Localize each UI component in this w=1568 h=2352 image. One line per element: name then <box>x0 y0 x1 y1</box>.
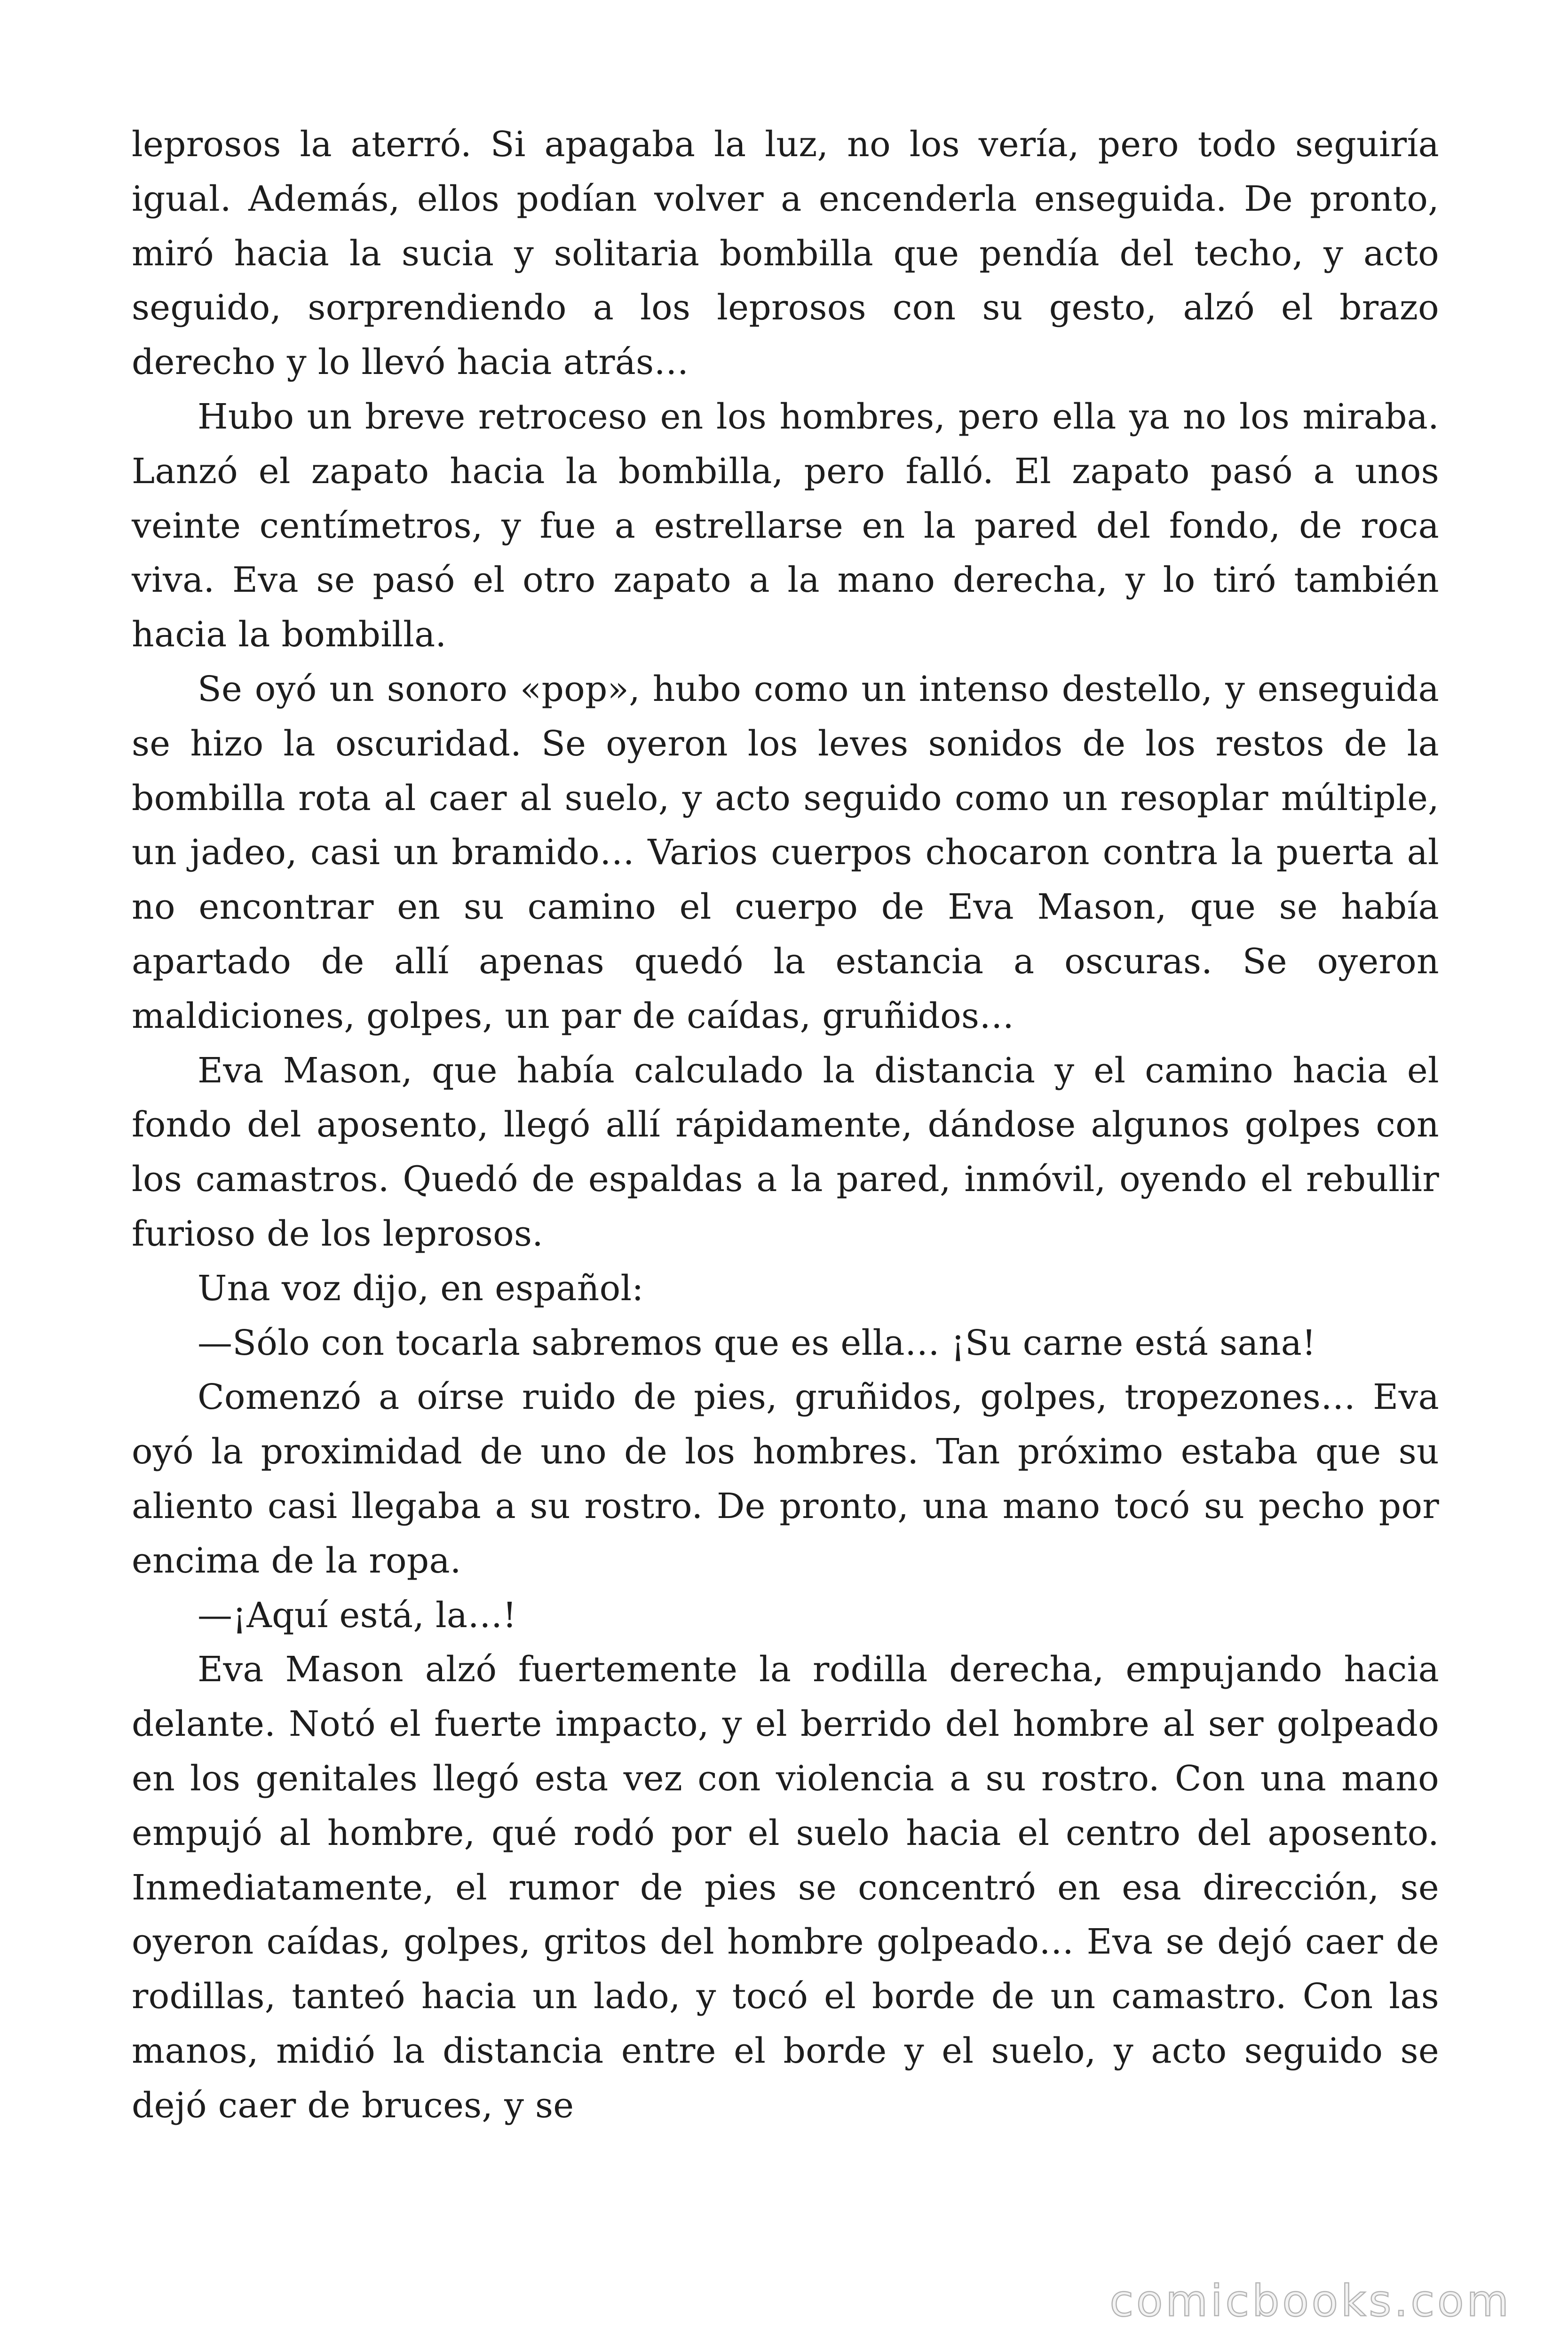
paragraph-3: Se oyó un sonoro «pop», hubo como un intenso destello, y enseguida se hizo la oscuridad. Se oyeron los leves sonidos de los restos de la bombilla rota al caer al suelo, y acto seguido como un resoplar múltiple, un jadeo, casi un bramido… Varios cuerpos chocaron contra la puerta al no encontrar en su camino el cuerpo de Eva Mason, que se había apartado de allí apenas quedó la estancia a oscuras. Se oyeron maldiciones, golpes, un par de caídas, gruñidos… <box>132 668 1439 1036</box>
paragraph-8: —¡Aquí está, la…! <box>198 1595 517 1636</box>
paragraph-9: Eva Mason alzó fuertemente la rodilla derecha, empujando hacia delante. Notó el fuerte impacto, y el berrido del hombre al ser golpeado en los genitales llegó esta vez con violencia a su rostro. Con una mano empujó al hombre, qué rodó por el suelo hacia el centro del aposento. Inmediatamente, el rumor de pies se concentró en esa dirección, se oyeron caídas, golpes, gritos del hombre golpeado… Eva se dejó caer de rodillas, tanteó hacia un lado, y tocó el borde de un camastro. Con las manos, midió la distancia entre el borde y el suelo, y acto seguido se dejó caer de bruces, y se <box>132 1649 1439 2126</box>
paragraph-6: —Sólo con tocarla sabremos que es ella… ¡Su carne está sana! <box>198 1322 1316 1363</box>
paragraph-5: Una voz dijo, en español: <box>198 1268 644 1309</box>
paragraph-2: Hubo un breve retroceso en los hombres, pero ella ya no los miraba. Lanzó el zapato hacia la bombilla, pero falló. El zapato pasó a unos veinte centímetros, y fue a estrellarse en la pared del fondo, de roca viva. Eva se pasó el otro zapato a la mano derecha, y lo tiró también hacia la bombilla. <box>132 396 1439 655</box>
paragraph-7: Comenzó a oírse ruido de pies, gruñidos, golpes, tropezones… Eva oyó la proximidad de uno de los hombres. Tan próximo estaba que su aliento casi llegaba a su rostro. De pronto, una mano tocó su pecho por encima de la ropa. <box>132 1377 1439 1581</box>
body-text <box>132 118 1439 2133</box>
paragraph-1: leprosos la aterró. Si apagaba la luz, no los vería, pero todo seguiría igual. Además, ellos podían volver a encenderla enseguida. De pronto, miró hacia la sucia y solitaria bombilla que pendía del techo, y acto seguido, sorprendiendo a los leprosos con su gesto, alzó el brazo derecho y lo llevó hacia atrás… <box>132 124 1439 383</box>
watermark: comicbooks.com <box>1109 2276 1512 2326</box>
paragraph-4: Eva Mason, que había calculado la distancia y el camino hacia el fondo del aposento, llegó allí rápidamente, dándose algunos golpes con los camastros. Quedó de espaldas a la pared, inmóvil, oyendo el rebullir furioso de los leprosos. <box>132 1050 1439 1254</box>
